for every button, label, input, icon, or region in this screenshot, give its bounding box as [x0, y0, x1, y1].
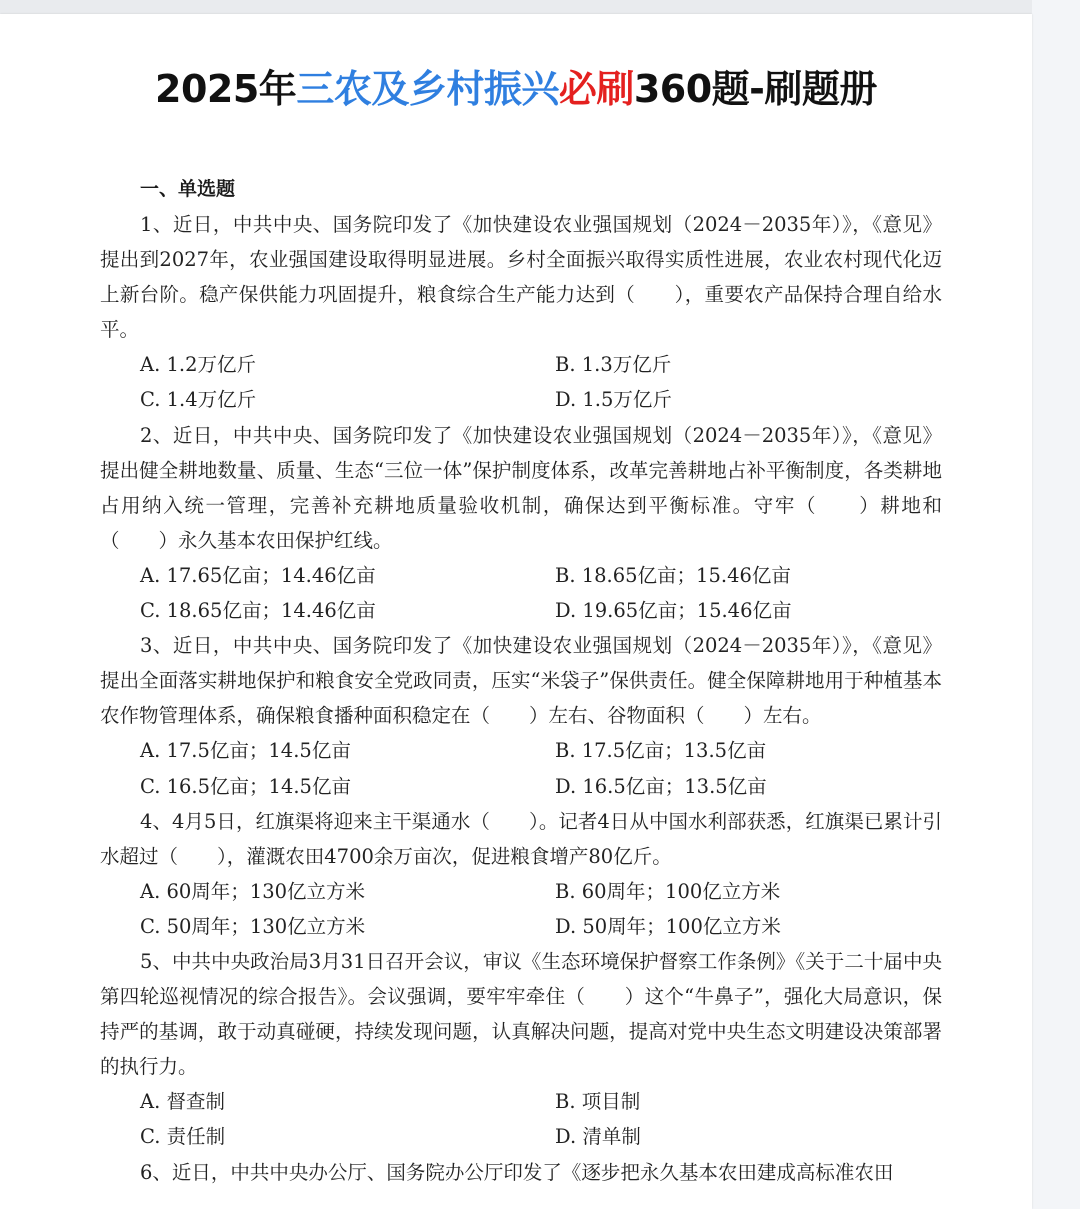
option-row [100, 382, 942, 417]
title-highlight: 必刷 [558, 67, 634, 111]
option-row [100, 769, 942, 804]
option-d: D. 50周年；100亿立方米 [555, 914, 781, 938]
option-b: B. 项目制 [555, 1090, 641, 1114]
option-a: A. 17.65亿亩；14.46亿亩 [140, 563, 376, 587]
title-suffix: 360题-刷题册 [633, 67, 877, 111]
question-4 [100, 804, 942, 944]
option-row [100, 733, 942, 768]
option-row [100, 347, 942, 382]
document-title [0, 58, 1032, 113]
question-1 [100, 207, 942, 418]
question-5 [100, 944, 942, 1155]
option-row [100, 1084, 942, 1119]
question-text: 2、近日，中共中央、国务院印发了《加快建设农业强国规划（2024－2035年）》，《意见》提出健全耕地数量、质量、生态“三位一体”保护制度体系，改革完善耕地占补平衡制度，各类耕地占用纳入统一管理，完善补充耕地质量验收机制，确保达到平衡标准。守牢（ ）耕地和（ ）永久基本农田保护红线。 [100, 423, 942, 552]
question-text: 6、近日，中共中央办公厅、国务院办公厅印发了《逐步把永久基本农田建成高标准农田 [140, 1160, 894, 1184]
option-d: D. 清单制 [555, 1125, 641, 1149]
option-row [100, 558, 942, 593]
question-2 [100, 418, 942, 629]
document-page [0, 14, 1032, 1209]
option-row [100, 909, 942, 944]
option-b: B. 1.3万亿斤 [555, 353, 672, 377]
option-a: A. 1.2万亿斤 [140, 353, 256, 377]
option-b: B. 60周年；100亿立方米 [555, 879, 781, 903]
option-row [100, 874, 942, 909]
option-a: A. 督查制 [140, 1090, 225, 1114]
question-text: 5、中共中央政治局3月31日召开会议，审议《生态环境保护督察工作条例》《关于二十届中央第四轮巡视情况的综合报告》。会议强调，要牢牢牵住（ ）这个“牛鼻子”，强化大局意识，保持严的基调，敢于动真碰硬，持续发现问题，认真解决问题，提高对党中央生态文明建设决策部署的执行力。 [100, 949, 942, 1079]
option-d: D. 19.65亿亩；15.46亿亩 [555, 599, 792, 623]
question-text: 1、近日，中共中央、国务院印发了《加快建设农业强国规划（2024－2035年）》，《意见》提出到2027年，农业强国建设取得明显进展。乡村全面振兴取得实质性进展，农业农村现代化迈上新台阶。稳产保供能力巩固提升，粮食综合生产能力达到（ ），重要农产品保持合理自给水平。 [100, 213, 942, 342]
question-3 [100, 628, 942, 803]
option-c: C. 16.5亿亩；14.5亿亩 [140, 774, 351, 798]
question-text: 3、近日，中共中央、国务院印发了《加快建设农业强国规划（2024－2035年）》，《意见》提出全面落实耕地保护和粮食安全党政同责，压实“米袋子”保供责任。健全保障耕地用于种植基本农作物管理体系，确保粮食播种面积稳定在（ ）左右、谷物面积（ ）左右。 [100, 634, 942, 728]
viewer-background-strip [1032, 0, 1080, 1209]
question-text: 4、4月5日，红旗渠将迎来主干渠通水（ ）。记者4日从中国水利部获悉，红旗渠已累计引水超过（ ），灌溉农田4700余万亩次，促进粮食增产80亿斤。 [100, 809, 942, 868]
option-d: D. 16.5亿亩；13.5亿亩 [555, 774, 767, 798]
option-c: C. 责任制 [140, 1125, 226, 1149]
option-row [100, 593, 942, 628]
section-heading: 一、单选题 [140, 178, 236, 200]
option-b: B. 18.65亿亩；15.46亿亩 [555, 563, 791, 587]
question-list [100, 172, 942, 1190]
option-c: C. 50周年；130亿立方米 [140, 914, 366, 938]
option-a: A. 60周年；130亿立方米 [140, 879, 366, 903]
option-c: C. 18.65亿亩；14.46亿亩 [140, 599, 376, 623]
option-b: B. 17.5亿亩；13.5亿亩 [555, 739, 767, 763]
option-d: D. 1.5万亿斤 [555, 388, 672, 412]
option-row [100, 1119, 942, 1154]
question-6 [100, 1155, 942, 1190]
option-a: A. 17.5亿亩；14.5亿亩 [140, 739, 351, 763]
title-topic: 三农及乡村振兴 [296, 67, 559, 111]
title-year: 2025年 [155, 67, 297, 111]
option-c: C. 1.4万亿斤 [140, 388, 257, 412]
